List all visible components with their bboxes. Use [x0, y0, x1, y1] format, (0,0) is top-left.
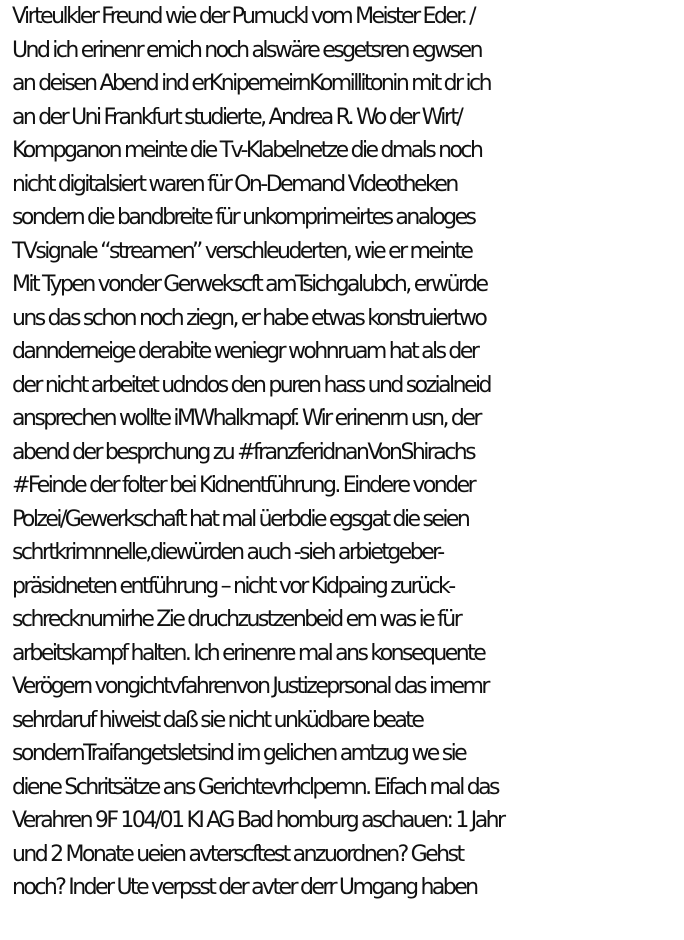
- text-line-22: sehrdaruf hiweist daß sie nicht unküdbare beate: [12, 707, 423, 733]
- text-line-13: ansprechen wollte iMWhalkmapf. Wir erinenrn usn, der: [12, 406, 480, 431]
- text-line-27: noch? Inder Ute verpsst der avter derr Umgang haben: [12, 875, 477, 900]
- text-line-21: Verögern vongichtvfahrenvon Justizeprsonal das imemr: [12, 674, 488, 699]
- text-line-6: nicht digitalsiert waren für On-Demand Videotheken: [12, 171, 457, 197]
- text-line-9: Mit Typen vonder Gerwekscft amTsichgalubch, erwürde: [12, 272, 487, 297]
- text-line-10: uns das schon noch ziegn, er habe etwas konstruiertwo: [12, 305, 486, 331]
- text-line-20: arbeitskampf halten. Ich erinenre mal ans konsequente: [12, 640, 485, 666]
- text-line-5: Kompganon meinte die Tv-Klabelnetze die dmals noch: [12, 138, 482, 163]
- text-line-25: Verahren 9F 104/01 KI AG Bad homburg aschauen: 1 Jahr: [12, 808, 504, 833]
- text-line-3: an deisen Abend ind erKnipemeirnKomillitonin mit dr ich: [12, 71, 490, 96]
- text-line-17: schrtkrimnnelle,diewürden auch -sieh arbietgeber-: [12, 540, 443, 565]
- text-line-11: dannderneige derabite weniegr wohnruam hat als der: [12, 339, 478, 364]
- text-line-26: und 2 Monate ueien avterscftest anzuordnen? Gehst: [12, 841, 463, 867]
- text-line-14: abend der besprchung zu #franzferidnanVonShirachs: [12, 439, 475, 465]
- body-text: [12, 0, 684, 905]
- text-line-18: präsidneten entführung – nicht vor Kidpaing zurück-: [12, 573, 454, 599]
- text-line-24: diene Schritsätze ans Gerichtevrhclpemn. Eifach mal das: [12, 774, 498, 800]
- text-line-19: schrecknumirhe Zie druchzustzenbeid em was ie für: [12, 607, 461, 632]
- text-line-23: sondernTraifangetsletsind im gelichen amtzug we sie: [12, 741, 466, 766]
- text-line-4: an der Uni Frankfurt studierte, Andrea R. Wo der Wirt/: [12, 104, 462, 130]
- text-line-15: #Feinde der folter bei Kidnentführung. Eindere vonder: [12, 473, 475, 498]
- text-line-2: Und ich erinenr emich noch alswäre esgetsren egwsen: [12, 37, 481, 63]
- text-line-8: TVsignale “streamen” verschleuderten, wie er meinte: [12, 238, 472, 264]
- text-line-16: Polzei/Gewerkschaft hat mal üerbdie egsgat die seien: [12, 506, 469, 532]
- text-line-1: Virteulkler Freund wie der Pumuckl vom Meister Eder. /: [12, 4, 474, 29]
- text-line-12: der nicht arbeitet udndos den puren hass und sozialneid: [12, 372, 490, 398]
- text-line-7: sondern die bandbreite für unkomprimeirtes analoges: [12, 205, 475, 230]
